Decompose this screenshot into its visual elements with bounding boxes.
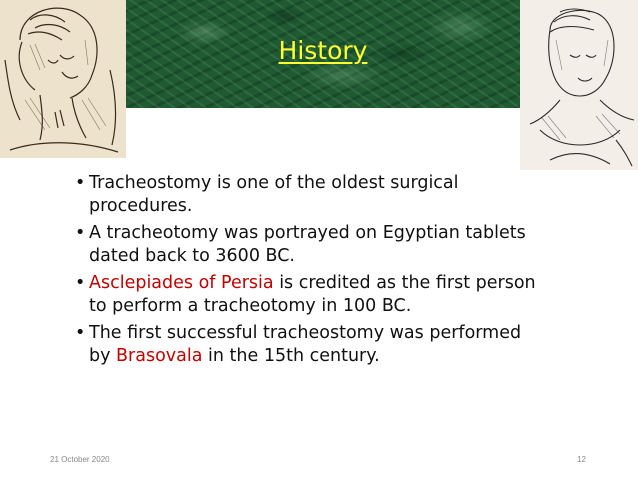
- bullet-item-4: [75, 322, 545, 368]
- bullet-item-1: [75, 172, 545, 218]
- slide-title: History: [278, 36, 368, 65]
- portrait-engraving-left: [0, 0, 126, 158]
- bullet-text: is credited as the first person to perform a tracheotomy in 100 BC.: [89, 273, 536, 316]
- bullet-list: [75, 172, 545, 372]
- bullet-item-3: [75, 272, 545, 318]
- bullet-text-pre: The first successful tracheostomy was performed by: [89, 323, 522, 366]
- highlight-brasovala: Brasovala: [116, 346, 203, 366]
- footer-date: 21 October 2020: [50, 455, 110, 464]
- bullet-item-2: [75, 222, 545, 268]
- engraving-left-illustration: [0, 0, 126, 158]
- portrait-engraving-right: [520, 0, 638, 170]
- page-number: 12: [577, 455, 586, 464]
- bullet-text: Tracheostomy is one of the oldest surgical procedures.: [89, 173, 459, 216]
- bullet-text-post: in the 15th century.: [202, 346, 380, 366]
- bullet-text: A tracheotomy was portrayed on Egyptian tablets dated back to 3600 BC.: [89, 223, 526, 266]
- engraving-right-illustration: [520, 0, 638, 170]
- highlight-asclepiades: Asclepiades of Persia: [89, 273, 274, 293]
